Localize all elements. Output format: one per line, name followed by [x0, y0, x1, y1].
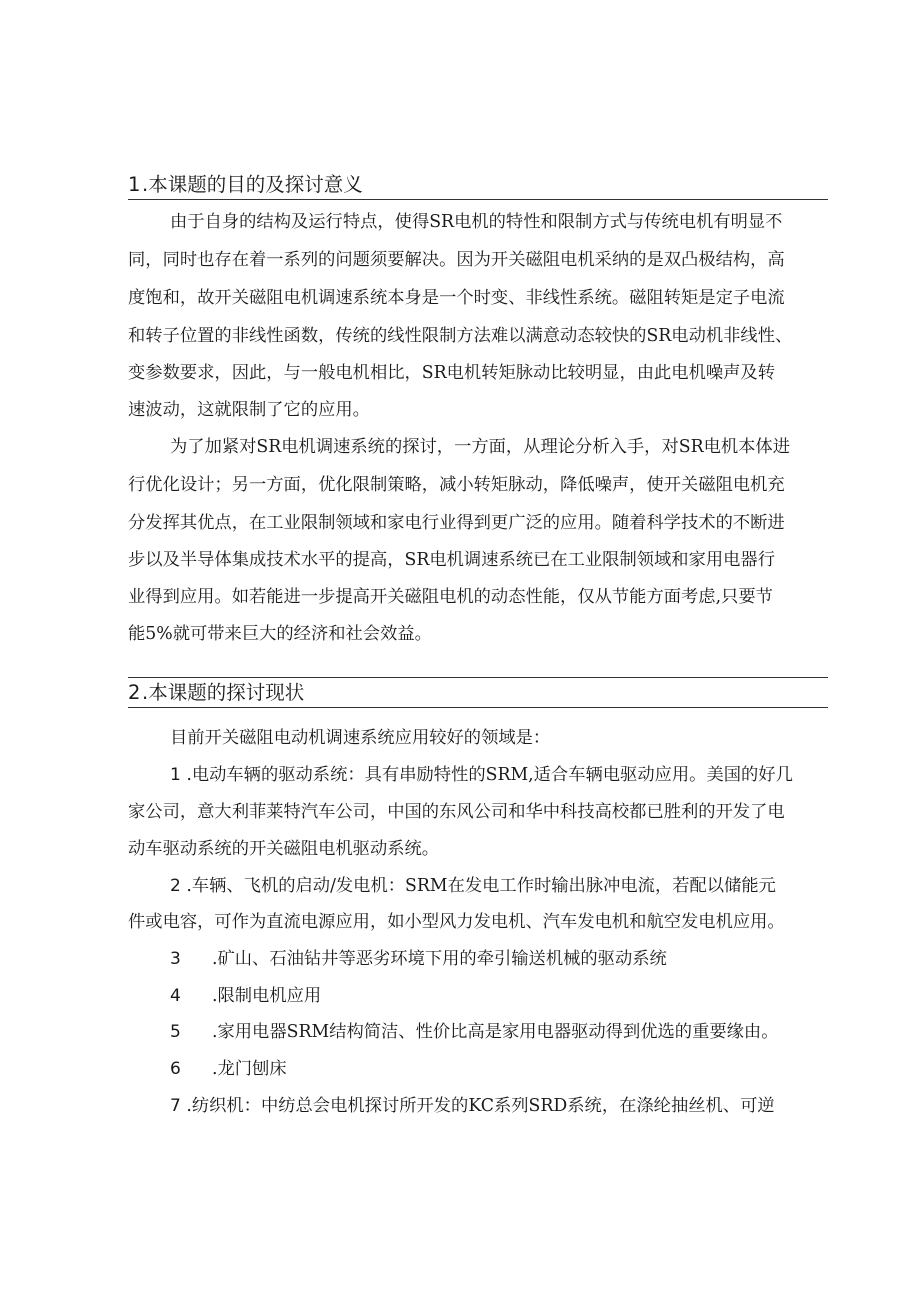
list-item-1-line-2: 家公司，意大利菲莱特汽车公司，中国的东风公司和华中科技高校都已胜利的开发了电: [128, 802, 785, 822]
paragraph-2-line-1: 为了加紧对SR电机调速系统的探讨，一方面，从理论分析入手，对SR电机本体进: [170, 437, 790, 457]
paragraph-1-line-4: 和转子位置的非线性函数，传统的线性限制方法难以满意动态较快的SR电动机非线性、: [128, 326, 793, 346]
section-2-heading: [128, 680, 828, 708]
section-2-number: 2: [128, 681, 141, 704]
list-item-7-number: 7: [170, 1096, 181, 1116]
list-item-4-text: .限制电机应用: [212, 986, 322, 1006]
list-item-4-number: 4: [170, 986, 181, 1006]
section-1-heading: [128, 172, 828, 200]
list-item-1-number: 1: [170, 765, 181, 785]
list-item-6-text: .龙门刨床: [212, 1059, 287, 1079]
section-2-title: .本课题的探讨现状: [142, 681, 305, 704]
list-item-1-line-3: 动车驱动系统的开关磁阻电机驱动系统。: [128, 839, 440, 859]
list-item-3: [170, 947, 828, 971]
list-item-4: [170, 984, 828, 1008]
paragraph-2-line-3: 分发挥其优点，在工业限制领域和家电行业得到更广泛的应用。随着科学技术的不断进: [128, 513, 785, 533]
list-item-3-text: .矿山、石油钻井等恶劣环境下用的牵引输送机械的驱动系统: [212, 949, 667, 969]
paragraph-1-line-6: 速波动，这就限制了它的应用。: [128, 400, 370, 420]
list-item-3-number: 3: [170, 949, 181, 969]
paragraph-2-line-5: 业得到应用。如若能进一步提高开关磁阻电机的动态性能，仅从节能方面考虑,只要节: [128, 587, 773, 607]
list-item-2-text: .车辆、飞机的启动/发电机：SRM在发电工作时输出脉冲电流，若配以储能元: [186, 876, 776, 896]
section-1-number: 1: [128, 173, 141, 196]
list-item-6-number: 6: [170, 1059, 181, 1079]
list-item-6: [170, 1057, 828, 1081]
list-item-5: [170, 1020, 828, 1044]
list-item-2-number: 2: [170, 876, 181, 896]
section-2-intro: 目前开关磁阻电动机调速系统应用较好的领域是：: [170, 728, 551, 748]
list-item-2-line-1: [170, 874, 828, 898]
list-item-2-line-2: 件或电容，可作为直流电源应用，如小型风力发电机、汽车发电机和航空发电机应用。: [128, 912, 785, 932]
list-item-7-text: .纺织机：中纺总会电机探讨所开发的KC系列SRD系统，在涤纶抽丝机、可逆: [186, 1096, 775, 1116]
section-1-title: .本课题的目的及探讨意义: [142, 173, 363, 196]
paragraph-2-line-6: 能5%就可带来巨大的经济和社会效益。: [128, 624, 432, 644]
paragraph-1-line-3: 度饱和，故开关磁阻电机调速系统本身是一个时变、非线性系统。磁阻转矩是定子电流: [128, 288, 785, 308]
paragraph-1-line-2: 同，同时也存在着一系列的问题须要解决。因为开关磁阻电机采纳的是双凸极结构，高: [128, 250, 785, 270]
paragraph-2-line-2: 行优化设计；另一方面，优化限制策略，减小转矩脉动，降低噪声，使开关磁阻电机充: [128, 475, 785, 495]
list-item-7: [170, 1094, 828, 1118]
section-2-top-rule: [128, 677, 828, 678]
list-item-1-text: .电动车辆的驱动系统：具有串励特性的SRM,适合车辆电驱动应用。美国的好几: [186, 765, 793, 785]
paragraph-1-line-1: 由于自身的结构及运行特点，使得SR电机的特性和限制方式与传统电机有明显不: [170, 212, 783, 232]
list-item-5-number: 5: [170, 1022, 181, 1042]
list-item-1-line-1: [170, 763, 828, 787]
list-item-5-text: .家用电器SRM结构简洁、性价比高是家用电器驱动得到优选的重要缘由。: [212, 1022, 779, 1042]
paragraph-1-line-5: 变参数要求，因此，与一般电机相比，SR电机转矩脉动比较明显，由此电机噪声及转: [128, 363, 775, 383]
paragraph-2-line-4: 步以及半导体集成技术水平的提高，SR电机调速系统已在工业限制领域和家用电器行: [128, 550, 775, 570]
